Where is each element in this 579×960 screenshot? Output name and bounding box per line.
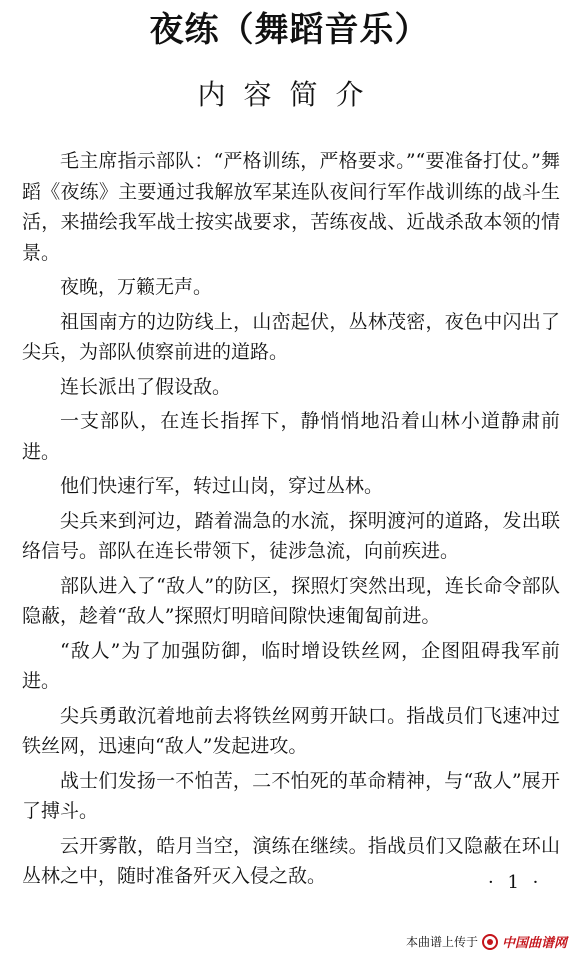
cq-logo-icon bbox=[482, 934, 498, 950]
paragraph: 祖国南方的边防线上，山峦起伏，丛林茂密，夜色中闪出了尖兵，为部队侦察前进的道路。 bbox=[22, 310, 560, 363]
site-name[interactable]: 中国曲谱网 bbox=[501, 936, 567, 951]
paragraph: 云开雾散，皓月当空，演练在继续。指战员们又隐蔽在环山丛林之中，随时准备歼灭入侵之敌。 bbox=[22, 834, 560, 887]
paragraph: 一支部队，在连长指挥下，静悄悄地沿着山林小道静肃前进。 bbox=[22, 410, 560, 463]
paragraph: 尖兵勇敢沉着地前去将铁丝网剪开缺口。指战员们飞速冲过铁丝网，迅速向“敌人”发起进攻。 bbox=[22, 704, 560, 757]
paragraph: 夜晚，万籁无声。 bbox=[60, 276, 213, 298]
paragraph: “敌人”为了加强防御，临时增设铁丝网，企图阻碍我军前进。 bbox=[22, 639, 560, 692]
upload-footer bbox=[406, 932, 567, 951]
paragraph: 部队进入了“敌人”的防区，探照灯突然出现，连长命令部队隐蔽，趁着“敌人”探照灯明暗间隙快速匍匐前进。 bbox=[22, 574, 560, 627]
section-heading: 内容简介 bbox=[197, 78, 382, 111]
paragraph: 战士们发扬一不怕苦，二不怕死的革命精神，与“敌人”展开了搏斗。 bbox=[22, 769, 560, 822]
footer-prefix: 本曲谱上传于 bbox=[405, 935, 478, 949]
page-title: 夜练（舞蹈音乐） bbox=[149, 10, 430, 50]
paragraph: 毛主席指示部队：“严格训练，严格要求。”“要准备打仗。”舞蹈《夜练》主要通过我解放军某连队夜间行军作战训练的战斗生活，来描绘我军战士按实战要求，苦练夜战、近战杀敌本领的情景。 bbox=[22, 150, 560, 264]
paragraph: 他们快速行军，转过山岗，穿过丛林。 bbox=[60, 475, 384, 497]
page-number: · 1 · bbox=[488, 872, 543, 893]
paragraph: 尖兵来到河边，踏着湍急的水流，探明渡河的道路，发出联络信号。部队在连长带领下，徒涉急流，向前疾进。 bbox=[22, 509, 560, 562]
paragraph: 连长派出了假设敌。 bbox=[60, 375, 232, 398]
body-text bbox=[22, 146, 560, 896]
